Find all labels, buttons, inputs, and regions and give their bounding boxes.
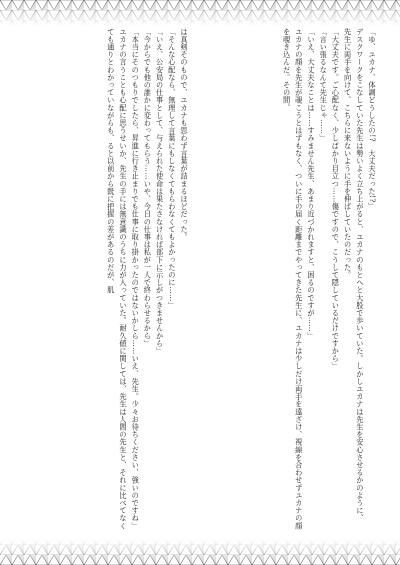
- decorative-triangle-border-bottom: [0, 539, 400, 565]
- lower-left-text: は真剣そのもので、ユカナも思わず言葉が詰まるほどだった。 「そんな心配なら、無理して言葉にもしなくてもらわなくてもよかったのに……」 「いえ、公安局の仕事として、与えられた使命は果たさなければ部下に示しがつきませんから」 「今からでも他の誰かに変わってもらう……いや、今日の仕事は私が一人で終わらせるから」 「本当にそのつもりでしたら、昇進に行き止まりでも仕事に取り掛かったのではないかしら……いえ、先生。少々お待ちください、強いのですね」 ユカナの言うことも心配に思うせいか、先生の手には無意識のうちに力が入っていた。耐久値に関しては、先生は人間の先生と、それに比べてなくても通りとわかっていながらも、ると以前から既に把握の差があるのだが、肌: [106, 28, 189, 530]
- upper-right-column: [210, 28, 378, 536]
- lower-left-column: [22, 28, 190, 536]
- decorative-triangle-border-top: [0, 0, 400, 26]
- upper-right-text: 「ゆ、ユカナ、体調どうしたの!? 大丈夫だった!?」 デスクワークをこなしていた先生は勢いよく立ち上がると、ユカナのもとへと大股で歩いていた。しかしユカナは先生を安心させるかのように、 先生に両手を向けて、こちらに来ないように手を伸ばしていたのだった。 「大丈夫です。ご心配なく、少しばかり目立つ……傷ですので、こうして隠しているだけですから」 「言い張るなんて先生じゃ……」 「いえ、大丈夫なことは……すみません先生、あまり近づかれますと、困るのですが……」 ユカナの顔を先生が覗こうとはずもなく、ついに手の届く距離までやってきた先生に、ユカナは少しだけ両手を遠ざけ、視線を合わせずユカナの顔を覗き込んだ。その間、: [282, 28, 377, 530]
- vertical-text-page: [22, 28, 378, 536]
